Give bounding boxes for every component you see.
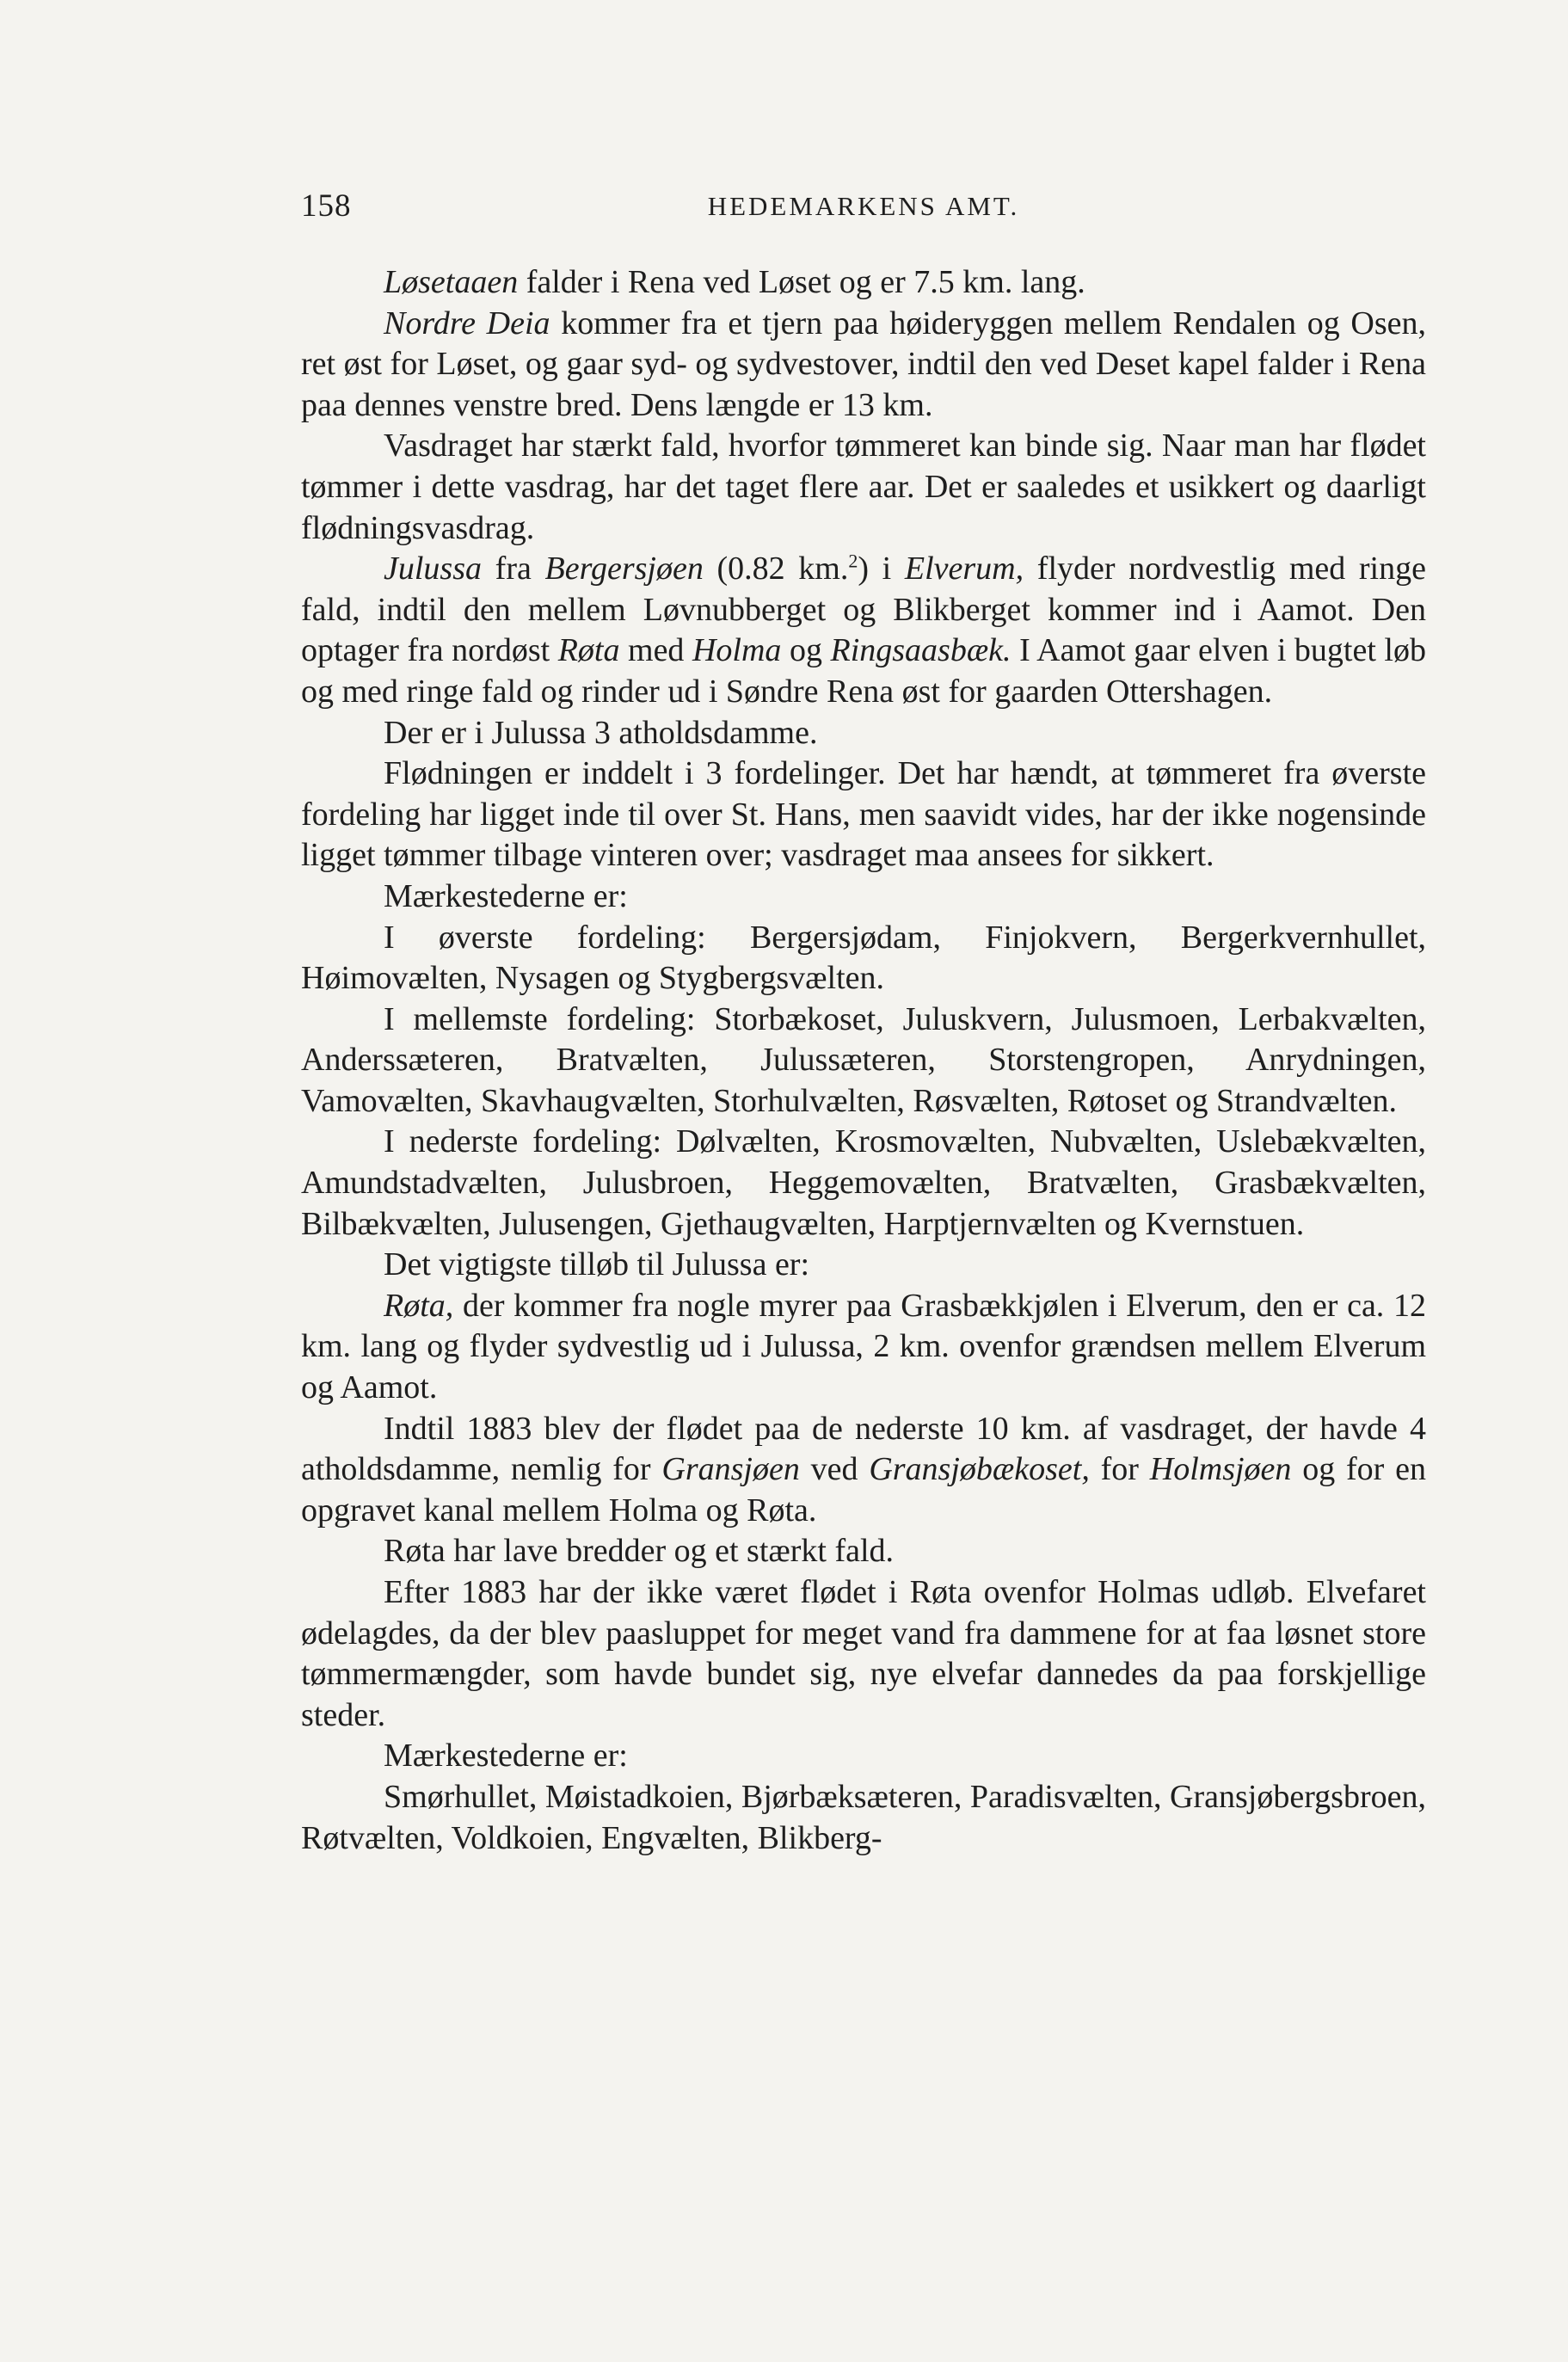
paragraph-maerkestederne: Mærkestederne er:: [384, 877, 628, 914]
paragraph-vasdraget: Vasdraget har stærkt fald, hvorfor tømmeret kan binde sig. Naar man har flødet tømmer i dette vasdrag, har det taget flere aar. Det er saaledes et usikkert og daarligt flødningsvasdrag.: [301, 427, 1426, 546]
paragraph-text: Indtil 1883 blev der flødet paa de nederste 10 km. af vasdraget, der havde 4 atholdsdamme, nemlig for: [301, 1410, 1426, 1488]
page-number: 158: [301, 188, 352, 224]
paragraph-efter-1883: Efter 1883 har der ikke været flødet i Røta ovenfor Holmas udløb. Elvefaret ødelagdes, da der blev paasluppet for meget vand fra dammene for at faa løsnet store tømmermængder, som havde bundet sig, nye elvefar dannedes da paa forskjellige steder.: [301, 1574, 1426, 1733]
place-name: Elverum,: [904, 551, 1024, 587]
paragraph-text: (0.82 km.: [703, 551, 849, 587]
paragraph-text: falder i Rena ved Løset og er 7.5 km. lang.: [518, 264, 1085, 300]
paragraph-place-list: Smørhullet, Møistadkoien, Bjørbæksæteren, Paradisvælten, Gransjøbergsbroen, Røtvælten, Voldkoien, Engvælten, Blikberg-: [301, 1778, 1426, 1856]
paragraph-flodningen: Flødningen er inddelt i 3 fordelinger. Det har hændt, at tømmeret fra øverste fordeling har ligget inde til over St. Hans, men saavidt vides, har der ikke nogensinde ligget tømmer tilbage vinteren over; vasdraget maa ansees for sikkert.: [301, 755, 1426, 874]
paragraph-text: flyder nordvestlig med ringe fald, indtil den mellem Løvnubberget og Blikberget kommer ind i Aamot. Den optager fra nordøst: [301, 551, 1426, 669]
paragraph-text: med: [619, 632, 692, 669]
lake-name: Gransjøen: [661, 1451, 800, 1488]
paragraph-atholdsdamme: Der er i Julussa 3 atholdsdamme.: [384, 714, 818, 751]
river-name: Røta,: [384, 1287, 454, 1324]
paragraph-text: kommer fra et tjern paa høideryggen mellem Rendalen og Osen, ret øst for Løset, og gaar syd- og sydvestover, indtil den ved Deset kapel falder i Rena paa dennes venstre bred. Dens længde er 13 km.: [301, 304, 1427, 423]
paragraph-text: I Aamot gaar elven i bugtet løb og med ringe fald og rinder ud i Søndre Rena øst for gaarden Ottershagen.: [301, 632, 1426, 710]
paragraph-rota: [301, 1286, 1426, 1409]
paragraph-indtil-1883: [301, 1409, 1426, 1532]
lake-name: Holmsjøen: [1149, 1451, 1292, 1488]
place-name: Gransjøbækoset,: [869, 1451, 1090, 1488]
river-name: Løsetaaen: [384, 264, 519, 300]
river-name: Holma: [692, 632, 782, 669]
river-name: Nordre Deia: [384, 304, 550, 341]
paragraph-overste-fordeling: I øverste fordeling: Bergersjødam, Finjokvern, Bergerkvernhullet, Høimovælten, Nysagen og Stygbergsvælten.: [301, 919, 1426, 997]
page-body: [301, 262, 1426, 1859]
paragraph-text: der kommer fra nogle myrer paa Grasbækkjølen i Elverum, den er ca. 12 km. lang og flyder sydvestlig ud i Julussa, 2 km. ovenfor grændsen mellem Elverum og Aamot.: [301, 1287, 1426, 1406]
paragraph-maerkestederne-2: Mærkestederne er:: [384, 1738, 628, 1775]
river-name: Julussa: [384, 551, 482, 587]
paragraph-text: og for en opgravet kanal mellem Holma og Røta.: [301, 1451, 1426, 1529]
paragraph-text: ) i: [858, 551, 905, 587]
river-name: Ringsaasbæk.: [830, 632, 1012, 669]
river-name: Røta: [557, 632, 620, 669]
paragraph-mellemste-fordeling: I mellemste fordeling: Storbækoset, Juluskvern, Julusmoen, Lerbakvælten, Anderssæteren, Bratvælten, Julussæteren, Storstengropen, Anrydningen, Vamovælten, Skavhaugvælten, Storhulvælten, Røsvælten, Røtoset og Strandvælten.: [301, 1000, 1426, 1119]
running-title: HEDEMARKENS AMT.: [707, 191, 1020, 221]
paragraph-julussa: [301, 549, 1426, 712]
lake-name: Bergersjøen: [544, 551, 704, 587]
page-header: [301, 188, 1426, 231]
superscript: 2: [848, 550, 858, 572]
paragraph-text: og: [781, 632, 831, 669]
paragraph-rota-bredder: Røta har lave bredder og et stærkt fald.: [384, 1533, 895, 1570]
paragraph-tillob: Det vigtigste tilløb til Julussa er:: [384, 1246, 810, 1283]
paragraph-nordre-deia: [301, 304, 1426, 427]
paragraph-text: fra: [482, 551, 545, 587]
paragraph-text: ved: [799, 1451, 870, 1488]
paragraph-text: for: [1089, 1451, 1150, 1488]
paragraph-losetaaen: [301, 262, 1426, 304]
paragraph-nederste-fordeling: I nederste fordeling: Dølvælten, Krosmovælten, Nubvælten, Uslebækvælten, Amundstadvælten, Julusbroen, Heggemovælten, Bratvælten, Grasbækvælten, Bilbækvælten, Julusengen, Gjethaugvælten, Harptjernvælten og Kvernstuen.: [301, 1123, 1426, 1242]
